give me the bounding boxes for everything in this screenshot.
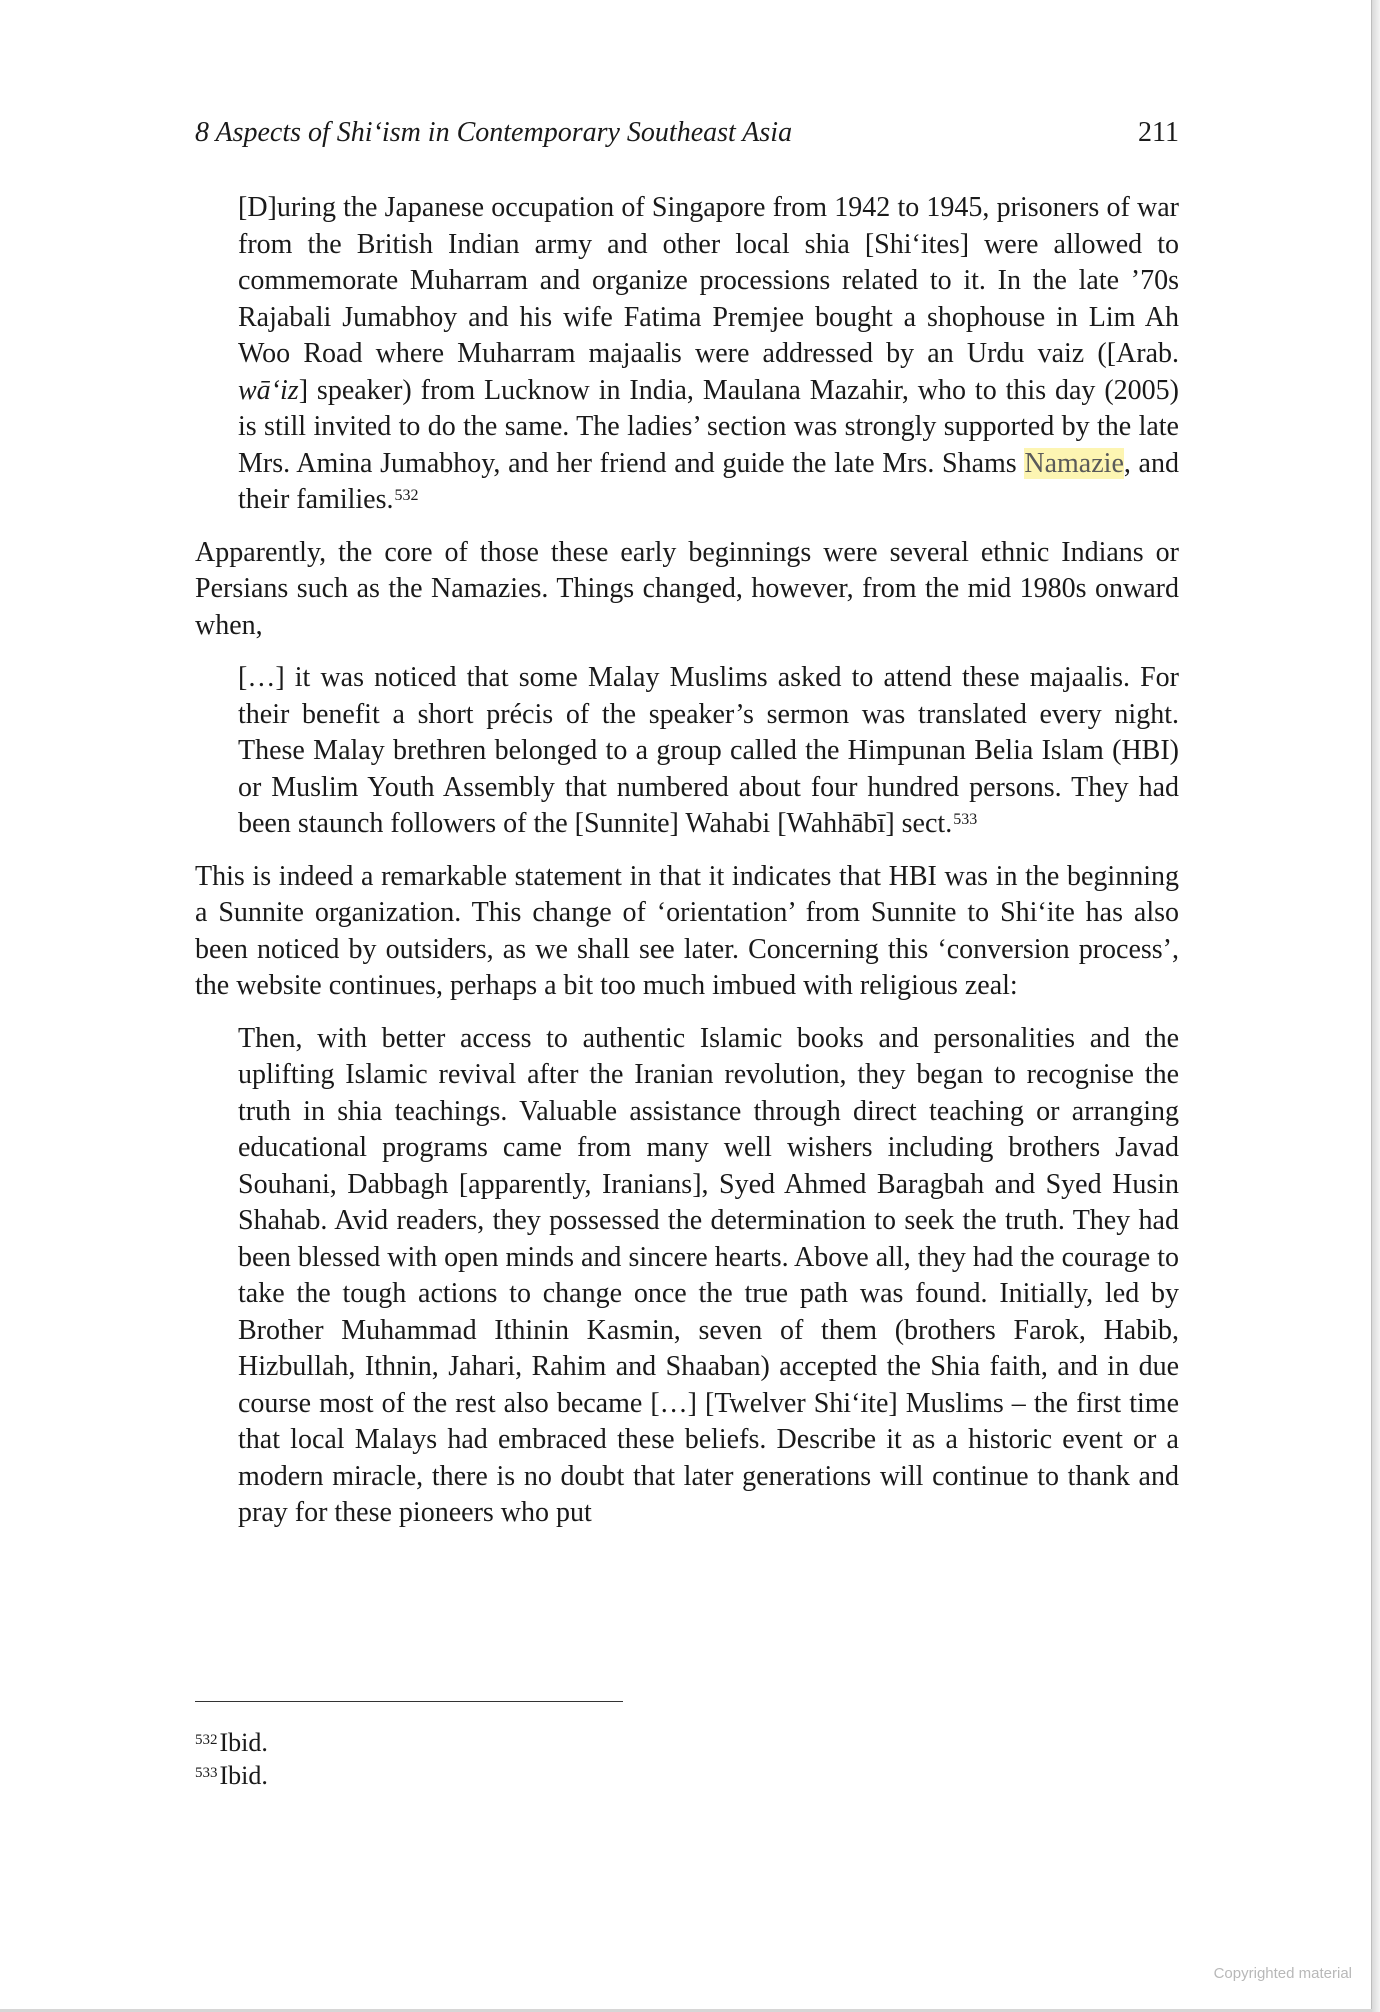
page-edge	[1371, 0, 1380, 2012]
paragraph-1: Apparently, the core of those these early beginnings were several ethnic Indians or Persians such as the Namazies. Things changed, however, from the mid 1980s onward when,	[195, 536, 1179, 641]
quote1-text-after: ] speaker) from Lucknow in India, Maulana Mazahir, who to this day (2005) is still invited to do the same. The ladies’ section was strongly supported by the late Mrs. Amina Jumabhoy, and her friend and guide the late Mrs. Shams	[238, 374, 1179, 479]
page-number: 211	[1138, 117, 1179, 148]
footnotes	[195, 1726, 268, 1792]
block-quote-1	[238, 190, 1179, 519]
footnote-text: Ibid.	[219, 1728, 268, 1757]
paragraph-2: This is indeed a remarkable statement in that it indicates that HBI was in the beginning a Sunnite organization. This change of ‘orientation’ from Sunnite to Shi‘ite has also been noticed by outsiders, as we shall see later. Concerning this ‘conversion process’, the website continues, perhaps a bit too much imbued with religious zeal:	[195, 860, 1179, 1001]
quote1-text-end: , and their families.	[238, 447, 1179, 515]
page-header	[195, 115, 1179, 151]
footnote-number: 532	[195, 1732, 218, 1748]
running-title: 8 Aspects of Shi‘ism in Contemporary Southeast Asia	[195, 117, 793, 148]
footnote-ref-532[interactable]: 532	[394, 487, 419, 504]
footnote	[195, 1726, 268, 1759]
page-body	[195, 190, 1179, 1532]
footnote-number: 533	[195, 1765, 218, 1781]
quote2-text: […] it was noticed that some Malay Muslims asked to attend these majaalis. For their benefit a short précis of the speaker’s sermon was translated every night. These Malay brethren belonged to a group called the Himpunan Belia Islam (HBI) or Muslim Youth Assembly that numbered about four hundred persons. They had been staunch followers of the [Sunnite] Wahabi [Wahhābī] sect.	[238, 662, 1179, 839]
copyright-watermark: Copyrighted material	[1213, 1965, 1352, 1982]
footnote	[195, 1759, 268, 1792]
footnote-text: Ibid.	[219, 1761, 268, 1790]
arabic-term: wā‘iz	[238, 374, 299, 406]
block-quote-3: Then, with better access to authentic Islamic books and personalities and the uplifting Islamic revival after the Iranian revolution, they began to recognise the truth in shia teachings. Valuable assistance through direct teaching or arranging educational programs came from many well wishers including brothers Javad Souhani, Dabbagh [apparently, Iranians], Syed Ahmed Baragbah and Syed Husin Shahab. Avid readers, they possessed the determination to seek the truth. They had been blessed with open minds and sincere hearts. Above all, they had the courage to take the tough actions to change once the true path was found. Initially, led by Brother Muhammad Ithinin Kasmin, seven of them (brothers Farok, Habib, Hizbullah, Ithnin, Jahari, Rahim and Shaaban) accepted the Shia faith, and in due course most of the rest also became […] [Twelver Shi‘ite] Muslims – the first time that local Malays had embraced these beliefs. Describe it as a historic event or a modern miracle, there is no doubt that later generations will continue to thank and pray for these pioneers who put	[238, 1022, 1179, 1528]
footnote-ref-533[interactable]: 533	[953, 811, 978, 828]
highlighted-word[interactable]: Namazie	[1024, 447, 1124, 479]
quote1-text-before: [D]uring the Japanese occupation of Singapore from 1942 to 1945, prisoners of war from the British Indian army and other local shia [Shi‘ites] were allowed to commemorate Muharram and organize processions related to it. In the late ’70s Rajabali Jumabhoy and his wife Fatima Premjee bought a shophouse in Lim Ah Woo Road where Muharram majaalis were addressed by an Urdu vaiz ([Arab.	[238, 192, 1179, 369]
block-quote-2	[238, 660, 1179, 843]
footnote-divider	[195, 1701, 623, 1702]
